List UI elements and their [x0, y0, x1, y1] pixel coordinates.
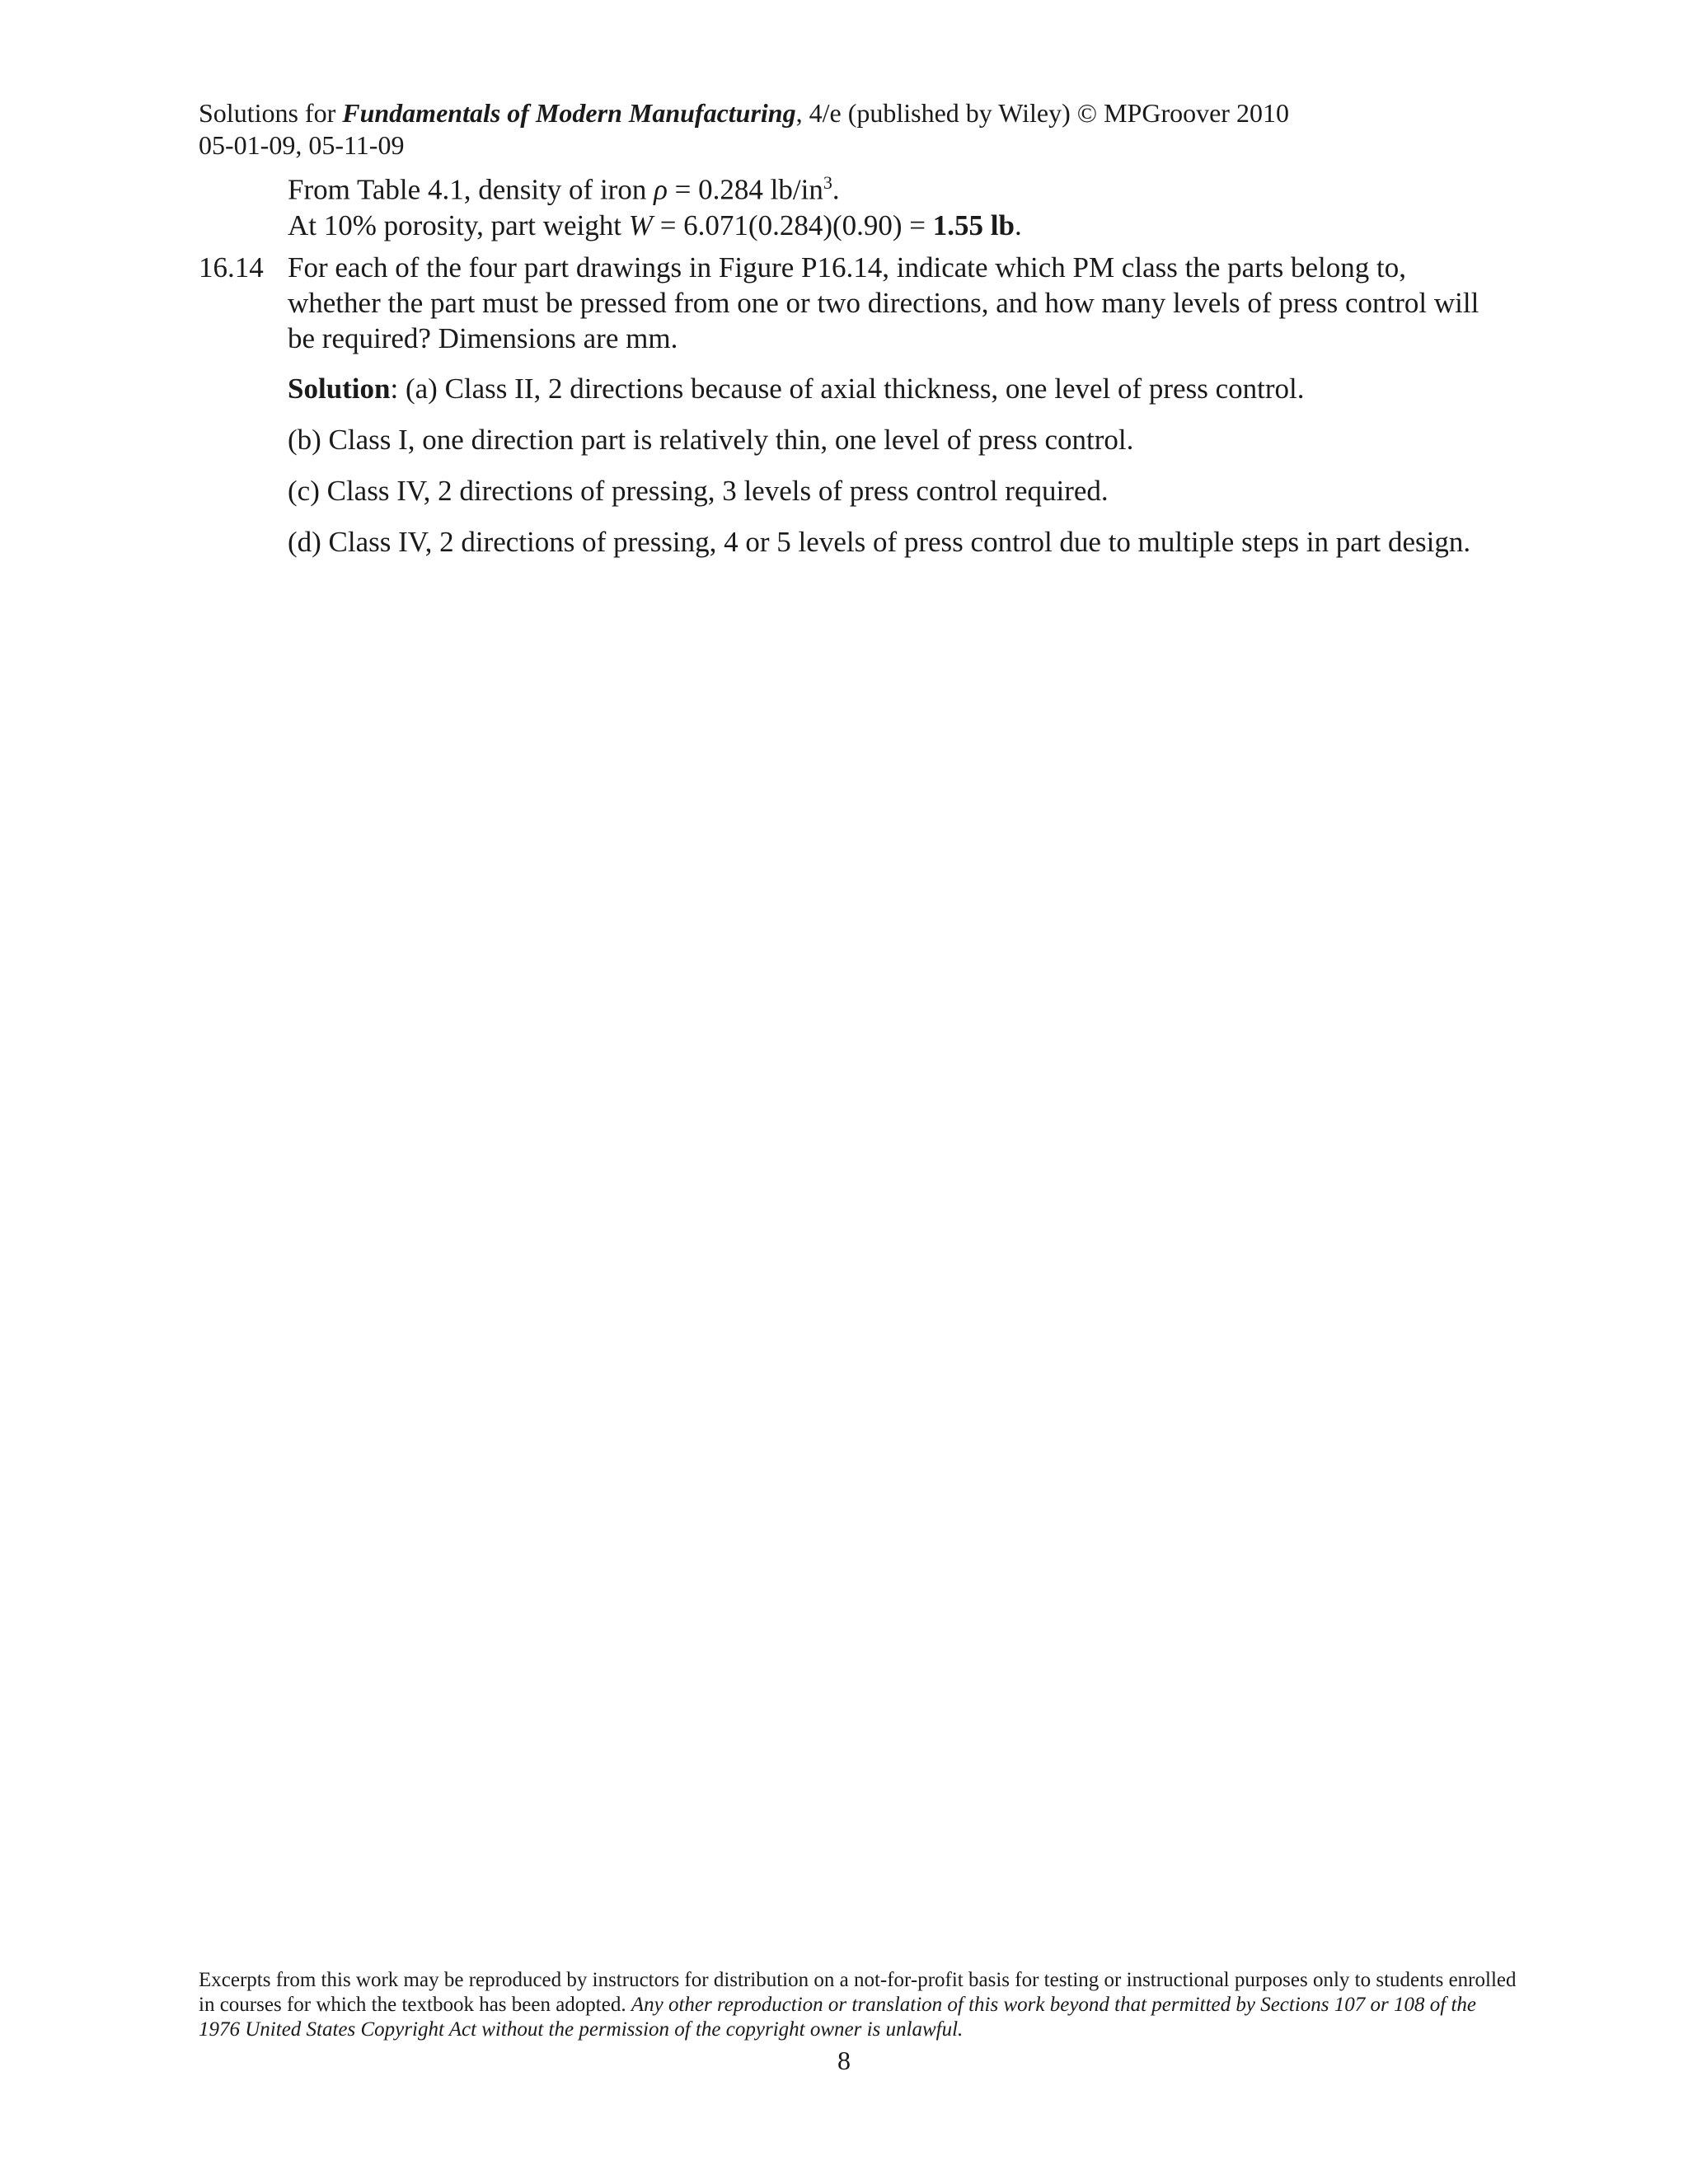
page-header — [199, 97, 1517, 162]
header-suffix: , 4/e (published by Wiley) © MPGroover 2010 — [795, 98, 1289, 128]
footer-plain: Excerpts from this work may be reproduced by instructors for distribution on a not-for-profit basis for testing or instructional purposes only to students enrolled in courses for which the textbook has been adopted. — [199, 1969, 1517, 2016]
header-prefix: Solutions for — [199, 98, 343, 128]
solution-d: (d) Class IV, 2 directions of pressing, 4 or 5 levels of press control due to multiple steps in part design. — [288, 526, 1471, 558]
footer-italic: Any other reproduction or translation of this work beyond that permitted by Sections 107 or 108 of the 1976 United States Copyright Act without the permission of the copyright owner is unlawful. — [199, 1994, 1476, 2041]
problem-number: 16.14 — [199, 251, 264, 284]
density-text: From Table 4.1, density of iron — [288, 173, 654, 206]
weight-result: 1.55 lb — [932, 209, 1015, 241]
density-value: = 0.284 lb/in — [667, 173, 823, 206]
book-title: Fundamentals of Modern Manufacturing — [342, 98, 796, 128]
header-title-line — [199, 97, 1517, 129]
solution-label: Solution — [288, 373, 391, 405]
exponent: 3 — [823, 172, 832, 193]
problem-text: For each of the four part drawings in Figure P16.14, indicate which PM class the parts belong to, whether the part must be pressed from one or two directions, and how many levels of press control will be required? Dimensions are mm. — [288, 251, 1479, 354]
weight-formula: = 6.071(0.284)(0.90) = — [652, 209, 933, 241]
page-number: 8 — [837, 2046, 851, 2075]
rho-symbol: ρ — [654, 173, 668, 206]
w-symbol: W — [628, 209, 653, 241]
solution-a — [288, 371, 1483, 406]
solution-b: (b) Class I, one direction part is relatively thin, one level of press control. — [288, 424, 1134, 456]
weight-line — [288, 208, 1524, 243]
problem-16-14 — [199, 250, 1484, 356]
density-line — [288, 165, 1524, 208]
calculation-block — [288, 165, 1524, 243]
solution-c: (c) Class IV, 2 directions of pressing, 3 levels of press control required. — [288, 475, 1109, 507]
density-period: . — [832, 173, 840, 206]
weight-period: . — [1015, 209, 1022, 241]
copyright-footer — [199, 1968, 1517, 2042]
weight-text: At 10% porosity, part weight — [288, 209, 629, 241]
solution-a-text: : (a) Class II, 2 directions because of axial thickness, one level of press control. — [390, 373, 1305, 405]
header-dates: 05-01-09, 05-11-09 — [199, 130, 405, 160]
